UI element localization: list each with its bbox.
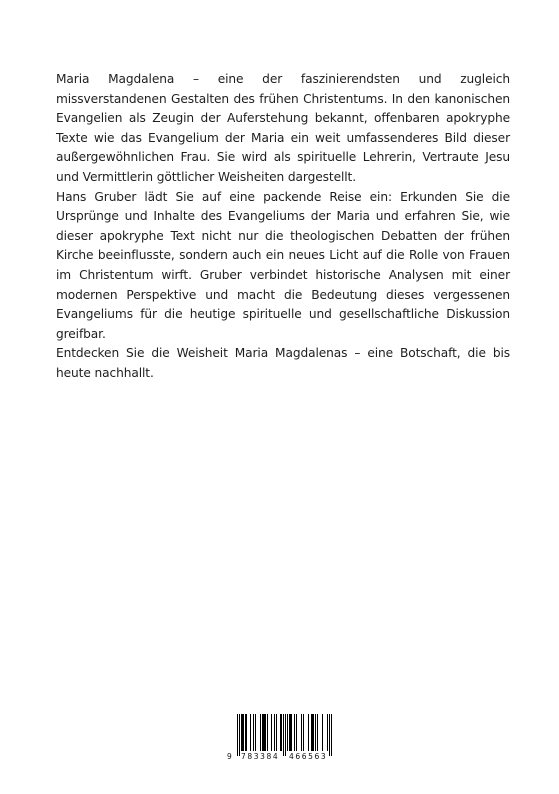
barcode-bar — [313, 714, 314, 751]
barcode-bar — [267, 714, 268, 751]
barcode-bar — [245, 714, 246, 751]
barcode-bar — [263, 714, 264, 751]
barcode-bar — [322, 714, 323, 751]
barcode-bar — [287, 714, 288, 751]
barcode-bar — [331, 714, 332, 756]
isbn-first-digit: 9 — [227, 752, 232, 761]
barcode-bar — [294, 714, 295, 751]
isbn-number — [226, 752, 338, 764]
paragraph-author: Hans Gruber lädt Sie auf eine packende Reise ein: Erkunden Sie die Ursprünge und Inhalte des Evangeliums der Maria und erfahren Sie, wie dieser apokryphe Text nicht nur die theologischen Debatten der frühen Kirche beeinflusste, sondern auch ein neues Licht auf die Rolle von Frauen im Christentum wirft. Gruber verbindet historische Analysen mit einer modernen Perspektive und macht die Bedeutung dieses vergessenen Evangeliums für die heutige spirituelle und gesellschaftliche Diskussion greifbar. — [56, 189, 510, 341]
barcode-bar — [291, 714, 292, 751]
barcode-bar — [262, 714, 263, 751]
back-cover-text — [56, 70, 510, 384]
barcode-bars — [226, 712, 338, 756]
barcode-bar — [290, 714, 291, 751]
barcode-bar — [317, 714, 318, 751]
barcode-bar — [253, 714, 254, 751]
barcode-bar — [285, 714, 286, 756]
isbn-left-group: 783384 — [241, 752, 280, 761]
barcode-bar — [280, 714, 281, 751]
barcode-bar — [289, 714, 290, 751]
barcode-bar — [283, 714, 284, 756]
barcode-bar — [271, 714, 272, 751]
barcode-bar — [237, 714, 238, 756]
barcode-bar — [281, 714, 282, 751]
barcode-bar — [311, 714, 312, 751]
barcode-bar — [327, 714, 328, 751]
barcode-bar — [276, 714, 277, 751]
barcode-bar — [303, 714, 304, 751]
barcode-bar — [265, 714, 266, 751]
barcode-bar — [301, 714, 302, 751]
barcode-bar — [260, 714, 261, 751]
barcode-bar — [243, 714, 244, 751]
barcode-bar — [239, 714, 240, 756]
isbn-right-group: 466563 — [289, 752, 328, 761]
barcode-bar — [250, 714, 251, 751]
barcode-bar — [296, 714, 297, 751]
barcode-bar — [246, 714, 247, 751]
barcode-bar — [255, 714, 256, 751]
barcode-bar — [308, 714, 309, 751]
barcode-bar — [242, 714, 243, 751]
barcode-bar — [329, 714, 330, 756]
barcode-bar — [274, 714, 275, 751]
barcode-bar — [315, 714, 316, 751]
isbn-barcode — [226, 712, 338, 766]
barcode-bar — [312, 714, 313, 751]
barcode-bar — [264, 714, 265, 751]
paragraph-intro: Maria Magdalena – eine der faszinierendsten und zugleich missverstandenen Gestalten des frühen Christentums. In den kanonischen Evangelien als Zeugin der Auferstehung bekannt, offenbaren apokryphe Texte wie das Evangelium der Maria ein weit umfassenderes Bild dieser außergewöhnlichen Frau. Sie wird als spirituelle Lehrerin, Vertraute Jesu und Vermittlerin göttlicher Weisheiten dargestellt. — [56, 72, 510, 184]
barcode-bar — [241, 714, 242, 751]
paragraph-closing: Entdecken Sie die Weisheit Maria Magdalenas – eine Botschaft, die bis heute nachhallt. — [56, 346, 510, 380]
